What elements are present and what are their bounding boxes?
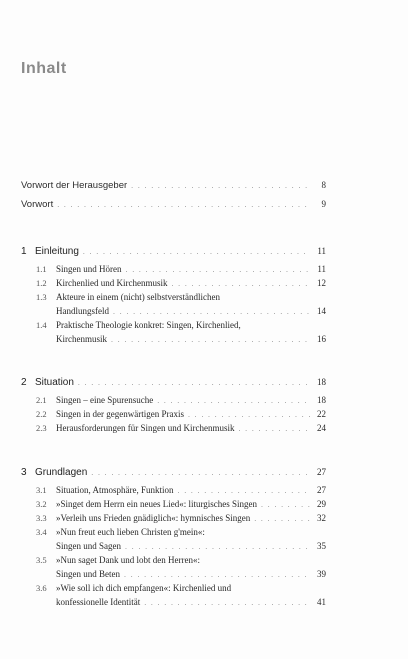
page-number: 12 xyxy=(317,278,326,288)
leader-dots xyxy=(83,249,310,256)
toc-section-1-1[interactable] xyxy=(36,264,326,274)
leader-dots xyxy=(171,281,310,288)
toc-section-3-6-first-line[interactable] xyxy=(36,583,231,593)
section-title: »Nun freut euch lieben Christen g'mein«: xyxy=(56,527,205,537)
page-number: 18 xyxy=(317,377,326,387)
page-number: 27 xyxy=(317,485,326,495)
page-number: 16 xyxy=(317,334,326,344)
section-number: 2.3 xyxy=(36,423,47,433)
section-number: 2.2 xyxy=(36,409,47,419)
page-number: 29 xyxy=(317,499,326,509)
toc-section-3-4[interactable] xyxy=(56,541,326,551)
section-number: 2.1 xyxy=(36,395,47,405)
section-number: 3.2 xyxy=(36,499,47,509)
section-title: Situation, Atmosphäre, Funktion xyxy=(56,485,174,495)
toc-chapter-2[interactable] xyxy=(21,377,326,388)
section-title: Singen und Hören xyxy=(56,264,122,274)
leader-dots xyxy=(126,267,311,274)
page-number: 8 xyxy=(321,180,326,190)
leader-dots xyxy=(254,516,310,523)
section-title: Kirchenlied und Kirchenmusik xyxy=(56,278,168,288)
leader-dots xyxy=(91,470,310,477)
page-number: 41 xyxy=(317,597,326,607)
entry-label: Vorwort xyxy=(21,199,54,210)
section-number: 1.3 xyxy=(36,292,47,302)
section-title: »Verleih uns Frieden gnädiglich«: hymnisches Singen xyxy=(56,513,251,523)
leader-dots xyxy=(144,600,310,607)
section-title-cont: Singen und Sagen xyxy=(56,541,121,551)
page-number: 11 xyxy=(317,264,326,274)
leader-dots xyxy=(157,398,310,405)
section-title: »Wie soll ich dich empfangen«: Kirchenlied und xyxy=(56,583,232,593)
section-number: 3.6 xyxy=(36,583,47,593)
page-number: 14 xyxy=(317,306,326,316)
leader-dots xyxy=(178,488,310,495)
section-number: 3.3 xyxy=(36,513,47,523)
toc-section-3-4-first-line[interactable] xyxy=(36,527,205,537)
page-number: 27 xyxy=(317,467,326,477)
section-number: 1.1 xyxy=(36,264,47,274)
toc-entry-foreword[interactable] xyxy=(21,199,326,210)
page-number: 11 xyxy=(317,246,326,256)
section-title: Singen – eine Spurensuche xyxy=(56,395,154,405)
chapter-title: Situation xyxy=(35,377,74,388)
leader-dots xyxy=(113,309,310,316)
section-title-cont: Handlungsfeld xyxy=(56,306,109,316)
toc-section-3-3[interactable] xyxy=(36,513,326,523)
toc-section-1-4[interactable] xyxy=(56,334,326,344)
toc-chapter-3[interactable] xyxy=(21,467,326,478)
toc-section-3-1[interactable] xyxy=(36,485,326,495)
toc-section-2-3[interactable] xyxy=(36,423,326,433)
section-title-cont: konfessionelle Identität xyxy=(56,597,141,607)
chapter-number: 3 xyxy=(21,467,27,478)
page-number: 24 xyxy=(317,423,326,433)
toc-section-3-5[interactable] xyxy=(56,569,326,579)
section-number: 3.1 xyxy=(36,485,47,495)
leader-dots xyxy=(57,202,310,209)
leader-dots xyxy=(261,502,310,509)
page-number: 32 xyxy=(317,513,326,523)
page-number: 18 xyxy=(317,395,326,405)
toc-section-1-3[interactable] xyxy=(56,306,326,316)
section-number: 1.4 xyxy=(36,320,47,330)
section-title: »Singet dem Herrn ein neues Lied«: liturgisches Singen xyxy=(56,499,258,509)
section-title: Akteure in einem (nicht) selbstverständlichen xyxy=(56,292,220,302)
toc-chapter-1[interactable] xyxy=(21,246,326,257)
leader-dots xyxy=(78,380,310,387)
section-title: »Nun saget Dank und lobt den Herren«: xyxy=(56,555,200,565)
toc-section-3-2[interactable] xyxy=(36,499,326,509)
toc-section-3-5-first-line[interactable] xyxy=(36,555,200,565)
toc-section-2-2[interactable] xyxy=(36,409,326,419)
leader-dots xyxy=(125,544,310,551)
leader-dots xyxy=(124,572,310,579)
toc-section-1-3-first-line[interactable] xyxy=(36,292,220,302)
toc-section-2-1[interactable] xyxy=(36,395,326,405)
section-title: Praktische Theologie konkret: Singen, Kirchenlied, xyxy=(56,320,241,330)
chapter-title: Grundlagen xyxy=(35,467,88,478)
chapter-title: Einleitung xyxy=(35,246,79,257)
leader-dots xyxy=(188,412,310,419)
toc-section-3-6[interactable] xyxy=(56,597,326,607)
section-number: 1.2 xyxy=(36,278,47,288)
leader-dots xyxy=(111,337,310,344)
chapter-number: 1 xyxy=(21,246,27,257)
section-title: Herausforderungen für Singen und Kirchenmusik xyxy=(56,423,235,433)
toc-entry-foreword-editors[interactable] xyxy=(21,180,326,191)
section-title-cont: Singen und Beten xyxy=(56,569,120,579)
toc-section-1-4-first-line[interactable] xyxy=(36,320,241,330)
page-number: 9 xyxy=(321,199,326,209)
section-number: 3.4 xyxy=(36,527,47,537)
section-title: Singen in der gegenwärtigen Praxis xyxy=(56,409,184,419)
chapter-number: 2 xyxy=(21,377,27,388)
section-number: 3.5 xyxy=(36,555,47,565)
page-number: 35 xyxy=(317,541,326,551)
leader-dots xyxy=(238,426,310,433)
leader-dots xyxy=(131,183,310,190)
page-number: 22 xyxy=(317,409,326,419)
page-title: Inhalt xyxy=(21,60,67,77)
section-title-cont: Kirchenmusik xyxy=(56,334,107,344)
entry-label: Vorwort der Herausgeber xyxy=(21,180,128,191)
toc-section-1-2[interactable] xyxy=(36,278,326,288)
page-number: 39 xyxy=(317,569,326,579)
